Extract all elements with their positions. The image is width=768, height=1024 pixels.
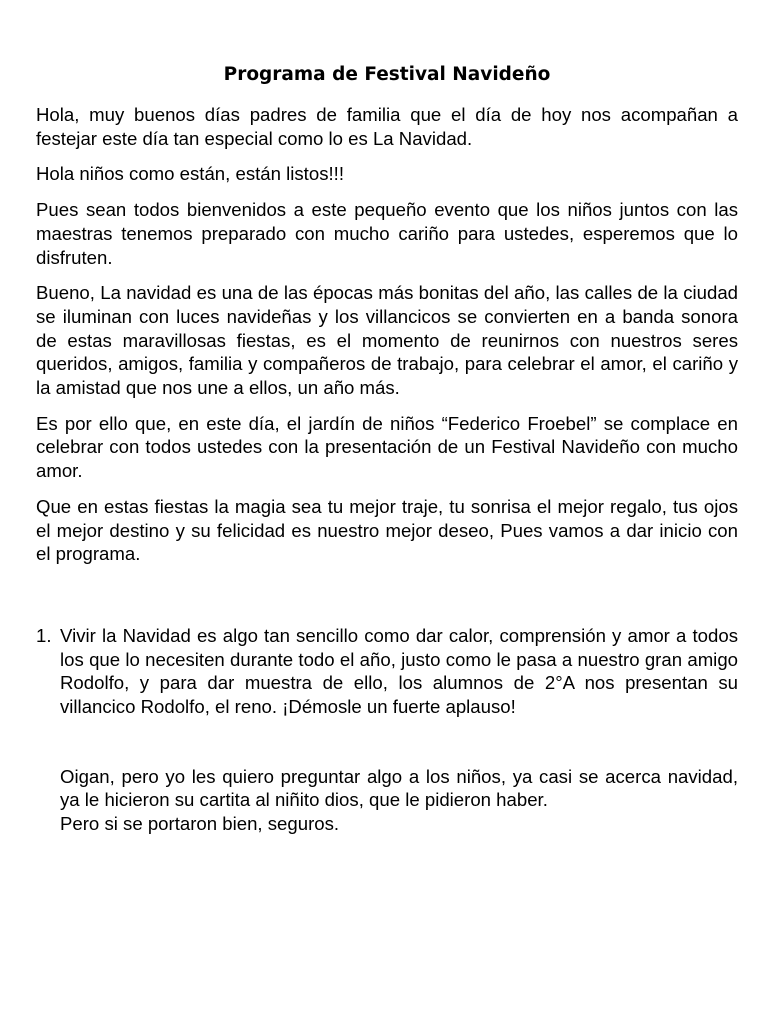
program-item	[36, 624, 738, 719]
paragraph-welcome: Pues sean todos bienvenidos a este pequeño evento que los niños juntos con las maestras tenemos preparado con mucho cariño para ustedes, esperemos que lo disfruten.	[36, 199, 738, 268]
program-list	[36, 624, 738, 719]
indented-block	[60, 765, 738, 836]
document-page	[36, 62, 738, 836]
paragraph-behaved: Pero si se portaron bien, seguros.	[60, 813, 340, 835]
paragraph-christmas-season: Bueno, La navidad es una de las épocas más bonitas del año, las calles de la ciudad se iluminan con luces navideñas y los villancicos se convierten en a banda sonora de estas maravillosas fiestas, es el momento de reunirnos con nuestros seres queridos, amigos, familia y compañeros de trabajo, para celebrar el amor, el cariño y la amistad que nos une a ellos, un año más.	[36, 282, 738, 399]
paragraph-program-start: Que en estas fiestas la magia sea tu mejor traje, tu sonrisa el mejor regalo, tus ojos el mejor destino y su felicidad es nuestro mejor deseo, Pues vamos a dar inicio con el programa.	[36, 495, 738, 565]
program-item-number: 1.	[36, 624, 52, 646]
paragraph-question-children: Oigan, pero yo les quiero preguntar algo a los niños, ya casi se acerca navidad, ya le hicieron su cartita al niñito dios, que le pidieron haber.	[60, 765, 738, 811]
paragraph-greeting-parents: Hola, muy buenos días padres de familia que el día de hoy nos acompañan a festejar este día tan especial como lo es La Navidad.	[36, 104, 738, 149]
program-item-text: Vivir la Navidad es algo tan sencillo como dar calor, comprensión y amor a todos los que lo necesiten durante todo el año, justo como le pasa a nuestro gran amigo Rodolfo, y para dar muestra de ello, los alumnos de 2°A nos presentan su villancico Rodolfo, el reno. ¡Démosle un fuerte aplauso!	[60, 624, 738, 718]
document-title: Programa de Festival Navideño	[223, 64, 551, 85]
paragraph-greeting-children: Hola niños como están, están listos!!!	[36, 163, 344, 185]
paragraph-school-festival: Es por ello que, en este día, el jardín de niños “Federico Froebel” se complace en celebrar con todos ustedes con la presentación de un Festival Navideño con mucho amor.	[36, 412, 738, 482]
